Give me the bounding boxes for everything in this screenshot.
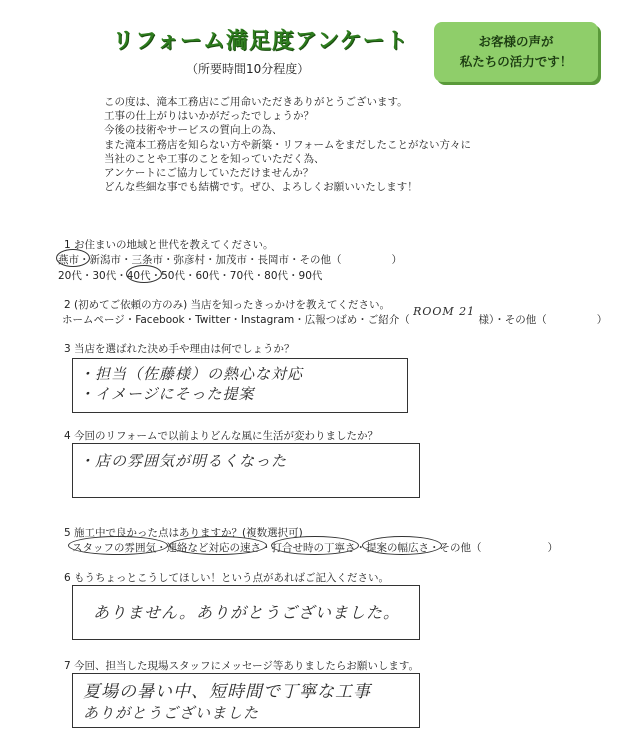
q2-option-list: ホームページ・Facebook・Twitter・Instagram・広報つばめ・ご紹介（: [62, 314, 410, 326]
circle-mark: [56, 249, 90, 267]
circle-mark: [271, 536, 359, 555]
circle-mark: [169, 536, 267, 555]
q1-regions-close: ）: [391, 254, 402, 266]
q3-answer-line-1: ・担当（佐藤様）の熱心な対応: [79, 365, 304, 383]
q1-age-options: 20代・30代・40代・50代・60代・70代・80代・90代: [58, 270, 323, 282]
q3-answer-line-2: ・イメージにそった提案: [79, 385, 255, 403]
q4-answer-line-1: ・店の雰囲気が明るくなった: [79, 452, 288, 470]
q7-answer-line-1: 夏場の暑い中、短時間で丁寧な工事: [83, 682, 371, 702]
q2-suffix: 様）・その他（: [478, 314, 547, 326]
answer-box-7: [72, 673, 420, 728]
badge-line-2: 私たちの活力です！: [459, 54, 573, 69]
badge-line-1: お客様の声が: [478, 34, 554, 49]
question-5: 5 施工中で良かった点はありますか？(複数選択可): [64, 527, 303, 539]
circle-mark: [126, 265, 162, 283]
intro-text: [104, 95, 471, 194]
q2-close: ）: [596, 314, 608, 326]
answer-box-6: [72, 585, 420, 640]
intro-line: この度は、滝本工務店にご用命いただきありがとうございます。: [104, 96, 408, 108]
question-3: 3 当店を選ばれた決め手や理由は何でしょうか？: [64, 343, 295, 355]
q1-regions: 燕市・新潟市・三条市・弥彦村・加茂市・長岡市・その他（: [58, 254, 342, 266]
speech-badge: [434, 22, 598, 82]
question-4: 4 今回のリフォームで以前よりどんな風に生活が変わりましたか？: [64, 430, 378, 442]
q5-close: ）: [547, 542, 558, 554]
page-title: リフォーム満足度アンケート: [112, 29, 409, 54]
q5-option-list: スタッフの雰囲気・連絡など対応の速さ・打合せ時の丁寧さ・提案の幅広さ・その他（: [72, 542, 482, 554]
intro-line: 工事の仕上がりはいかがだったでしょうか？: [104, 110, 314, 123]
answer-box-4: [72, 443, 420, 498]
q2-handwritten: ROOM 21: [413, 305, 476, 318]
question-1: 1 お住まいの地域と世代を教えてください。: [64, 239, 274, 251]
page-subtitle: （所要時間10分程度）: [186, 62, 310, 76]
question-2: 2 (初めてご依頼の方のみ) 当店を知ったきっかけを教えてください。: [64, 299, 391, 311]
intro-line: アンケートにご協力していただけませんか？: [104, 167, 314, 180]
circle-mark: [68, 536, 168, 555]
intro-line: 当社のことや工事のことを知っていただく為、: [104, 152, 325, 165]
q7-answer-line-2: ありがとうございました: [83, 704, 260, 722]
question-6: 6 もうちょっとこうしてほしい！という点があればご記入ください。: [64, 572, 390, 584]
q6-answer-line-1: ありません。ありがとうございました。: [93, 603, 400, 622]
q1-region-options: [58, 252, 402, 267]
question-7: 7 今回、担当した現場スタッフにメッセージ等ありましたらお願いします。: [64, 660, 420, 672]
intro-line: 今後の技術やサービスの質向上の為、: [104, 124, 283, 137]
answer-box-3: [72, 358, 408, 413]
intro-line: どんな些細な事でも結構です。ぜひ、よろしくお願いいたします！: [104, 181, 418, 194]
intro-line: また滝本工務店を知らない方や新築・リフォームをまだしたことがない方々に: [104, 138, 471, 151]
circle-mark: [362, 536, 442, 555]
